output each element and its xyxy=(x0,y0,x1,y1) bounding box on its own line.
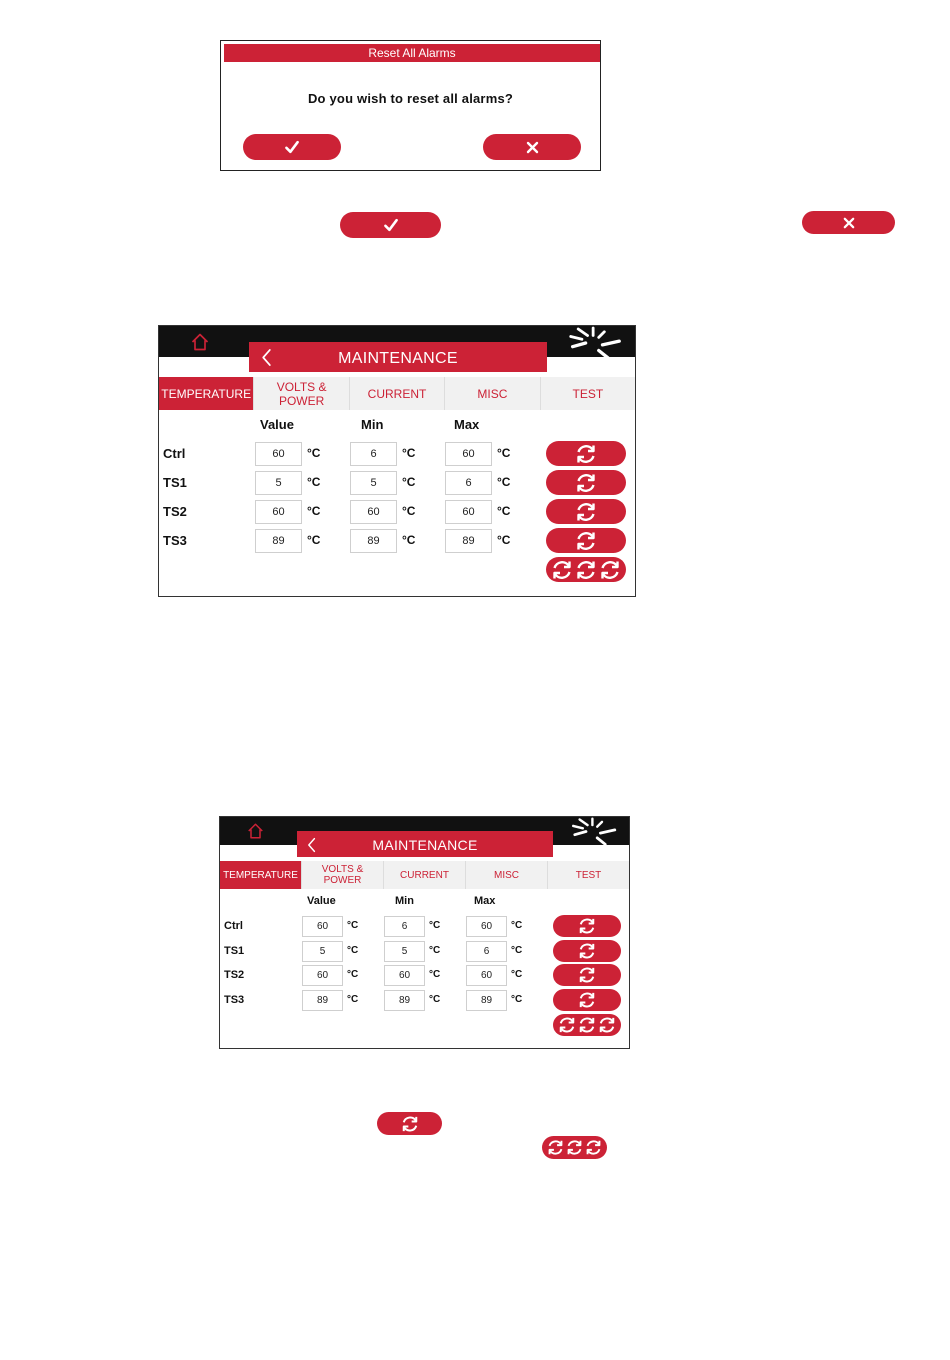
ts3-value-field: 89 xyxy=(255,529,302,553)
tab-current[interactable]: CURRENT xyxy=(383,861,465,889)
ctrl-max-field: 60 xyxy=(445,442,492,466)
refresh-icon xyxy=(574,500,598,524)
row-label-ts1: TS1 xyxy=(163,475,187,490)
tab-misc[interactable]: MISC xyxy=(444,377,539,410)
tab-bar xyxy=(220,861,629,889)
unit-label: °C xyxy=(347,945,359,956)
unit-label: °C xyxy=(511,945,523,956)
dialog-message: Do you wish to reset all alarms? xyxy=(307,91,514,106)
unit-label: °C xyxy=(402,533,416,547)
ts3-value-field: 89 xyxy=(302,990,343,1011)
reset-ts1-button[interactable] xyxy=(553,940,621,962)
reset-all-button-legend[interactable] xyxy=(542,1136,607,1159)
refresh-icon xyxy=(577,1015,597,1035)
ts2-value-field: 60 xyxy=(255,500,302,524)
maintenance-screen-small xyxy=(219,816,630,1049)
reset-ts3-button[interactable] xyxy=(546,528,626,553)
tab-volts-power[interactable]: VOLTS & POWER xyxy=(301,861,383,889)
refresh-icon xyxy=(577,941,597,961)
column-header-max: Max xyxy=(454,417,480,432)
ts3-min-field: 89 xyxy=(350,529,397,553)
confirm-button-legend[interactable] xyxy=(340,212,441,238)
chevron-left-icon[interactable] xyxy=(261,348,273,367)
refresh-icon xyxy=(598,558,622,582)
spark-logo-icon xyxy=(567,326,623,360)
reset-ts1-button[interactable] xyxy=(546,470,626,495)
row-label-ctrl: Ctrl xyxy=(224,920,243,932)
reset-ctrl-button[interactable] xyxy=(546,441,626,466)
ts1-max-field: 6 xyxy=(466,941,507,962)
row-label-ts3: TS3 xyxy=(163,533,187,548)
reset-ts3-button[interactable] xyxy=(553,989,621,1011)
ts3-min-field: 89 xyxy=(384,990,425,1011)
reset-alarms-dialog xyxy=(220,40,601,171)
refresh-icon xyxy=(574,558,598,582)
refresh-icon xyxy=(577,990,597,1010)
refresh-icon xyxy=(574,471,598,495)
unit-label: °C xyxy=(402,475,416,489)
tab-misc[interactable]: MISC xyxy=(465,861,547,889)
page-title: MAINTENANCE xyxy=(372,837,478,853)
unit-label: °C xyxy=(402,504,416,518)
ctrl-max-field: 60 xyxy=(466,916,507,937)
ts3-max-field: 89 xyxy=(445,529,492,553)
ts1-value-field: 5 xyxy=(302,941,343,962)
row-label-ctrl: Ctrl xyxy=(163,446,186,461)
tab-test[interactable]: TEST xyxy=(547,861,629,889)
unit-label: °C xyxy=(497,533,511,547)
row-label-ts2: TS2 xyxy=(224,969,245,981)
reset-all-button[interactable] xyxy=(546,557,626,582)
ts2-value-field: 60 xyxy=(302,965,343,986)
refresh-icon xyxy=(584,1138,603,1157)
page-title-bar xyxy=(249,342,547,372)
refresh-icon xyxy=(557,1015,577,1035)
reset-button-legend[interactable] xyxy=(377,1112,442,1135)
close-icon xyxy=(842,216,856,230)
refresh-icon xyxy=(546,1138,565,1157)
unit-label: °C xyxy=(307,533,321,547)
unit-label: °C xyxy=(497,504,511,518)
check-icon xyxy=(383,217,399,233)
cancel-button[interactable] xyxy=(483,134,581,160)
spark-logo-icon xyxy=(570,817,618,846)
unit-label: °C xyxy=(347,920,359,931)
close-icon xyxy=(525,140,540,155)
ts1-value-field: 5 xyxy=(255,471,302,495)
ts2-min-field: 60 xyxy=(384,965,425,986)
unit-label: °C xyxy=(511,920,523,931)
refresh-icon xyxy=(577,916,597,936)
column-header-max: Max xyxy=(474,895,496,907)
reset-ts2-button[interactable] xyxy=(553,964,621,986)
row-label-ts2: TS2 xyxy=(163,504,187,519)
unit-label: °C xyxy=(497,475,511,489)
unit-label: °C xyxy=(511,969,523,980)
tab-test[interactable]: TEST xyxy=(540,377,635,410)
unit-label: °C xyxy=(307,446,321,460)
column-header-value: Value xyxy=(307,895,336,907)
home-icon[interactable] xyxy=(189,332,211,352)
ctrl-min-field: 6 xyxy=(384,916,425,937)
column-header-min: Min xyxy=(395,895,414,907)
check-icon xyxy=(284,139,300,155)
column-header-min: Min xyxy=(361,417,384,432)
reset-ctrl-button[interactable] xyxy=(553,915,621,937)
refresh-icon xyxy=(400,1114,420,1134)
cancel-button-legend[interactable] xyxy=(802,211,895,234)
ctrl-value-field: 60 xyxy=(255,442,302,466)
unit-label: °C xyxy=(307,475,321,489)
dialog-title: Reset All Alarms xyxy=(224,44,600,62)
refresh-icon xyxy=(574,442,598,466)
refresh-icon xyxy=(597,1015,617,1035)
unit-label: °C xyxy=(497,446,511,460)
ctrl-min-field: 6 xyxy=(350,442,397,466)
reset-ts2-button[interactable] xyxy=(546,499,626,524)
chevron-left-icon[interactable] xyxy=(307,837,317,853)
unit-label: °C xyxy=(307,504,321,518)
ts1-max-field: 6 xyxy=(445,471,492,495)
page-title-bar xyxy=(297,831,553,857)
unit-label: °C xyxy=(347,994,359,1005)
ts2-min-field: 60 xyxy=(350,500,397,524)
column-header-value: Value xyxy=(260,417,294,432)
maintenance-screen-large xyxy=(158,325,636,597)
refresh-icon xyxy=(565,1138,584,1157)
ctrl-value-field: 60 xyxy=(302,916,343,937)
unit-label: °C xyxy=(429,994,441,1005)
ts1-min-field: 5 xyxy=(350,471,397,495)
tab-current[interactable]: CURRENT xyxy=(349,377,444,410)
unit-label: °C xyxy=(511,994,523,1005)
refresh-icon xyxy=(577,965,597,985)
unit-label: °C xyxy=(429,920,441,931)
ts1-min-field: 5 xyxy=(384,941,425,962)
unit-label: °C xyxy=(429,945,441,956)
tab-bar xyxy=(159,377,635,410)
tab-temperature[interactable]: TEMPERATURE xyxy=(159,377,253,410)
refresh-icon xyxy=(550,558,574,582)
ts2-max-field: 60 xyxy=(445,500,492,524)
refresh-icon xyxy=(574,529,598,553)
unit-label: °C xyxy=(402,446,416,460)
tab-volts-power[interactable]: VOLTS & POWER xyxy=(253,377,348,410)
tab-temperature[interactable]: TEMPERATURE xyxy=(220,861,301,889)
unit-label: °C xyxy=(429,969,441,980)
page-title: MAINTENANCE xyxy=(338,350,458,367)
home-icon[interactable] xyxy=(246,822,265,840)
unit-label: °C xyxy=(347,969,359,980)
ts3-max-field: 89 xyxy=(466,990,507,1011)
row-label-ts1: TS1 xyxy=(224,945,245,957)
reset-all-button[interactable] xyxy=(553,1014,621,1036)
row-label-ts3: TS3 xyxy=(224,994,245,1006)
ts2-max-field: 60 xyxy=(466,965,507,986)
confirm-button[interactable] xyxy=(243,134,341,160)
